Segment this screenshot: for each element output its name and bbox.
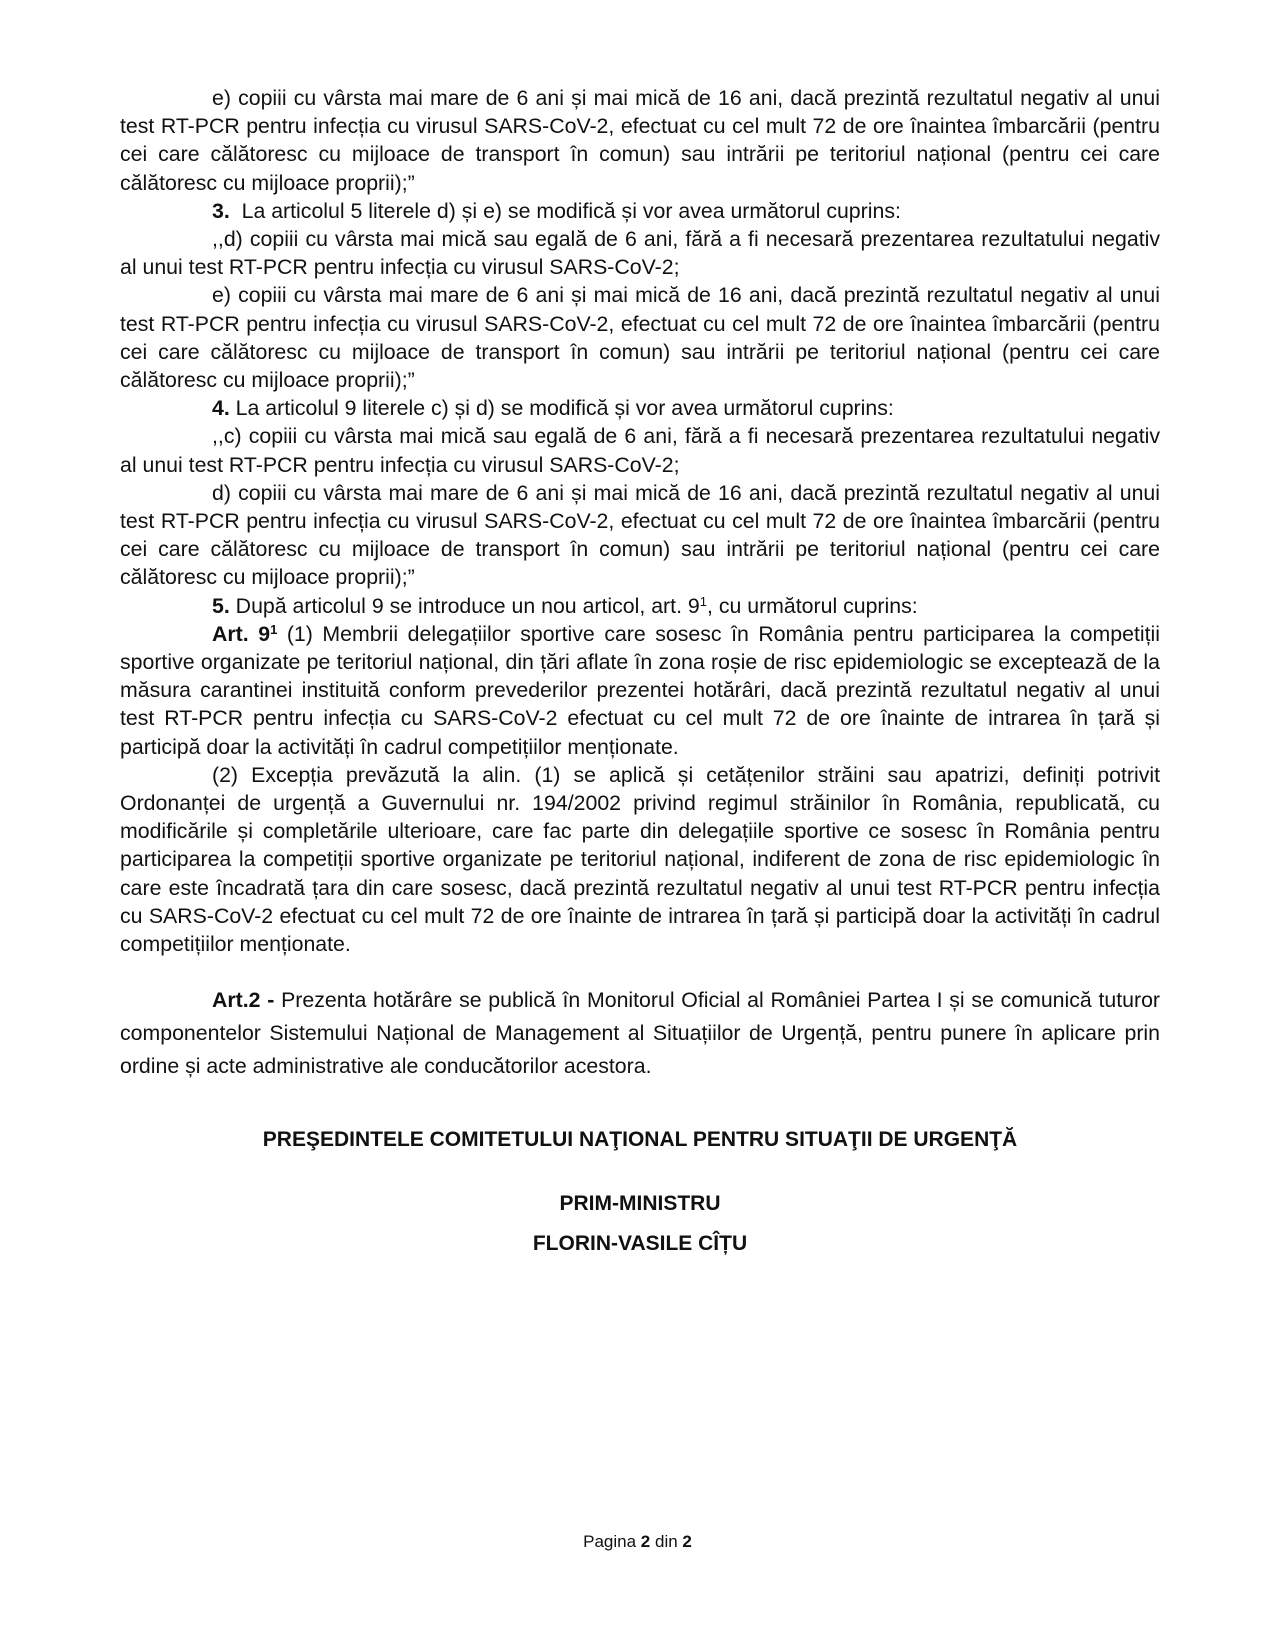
signatory-title: PREŞEDINTELE COMITETULUI NAŢIONAL PENTRU SITUAŢII DE URGENŢĂ: [262, 1128, 1018, 1151]
paragraph-article5-letter-e-end: [120, 84, 1160, 197]
paragraph-article-2: [120, 984, 1160, 1083]
signatory-name: FLORIN-VASILE CÎȚU: [532, 1232, 748, 1255]
superscript: 1: [699, 593, 707, 609]
paragraph-point-4: [120, 394, 1160, 422]
paragraph-text: ,,d) copiii cu vârsta mai mică sau egală de 6 ani, fără a fi necesară prezentarea rezultatului negativ al unui test RT-PCR pentru infecția cu virusul SARS-CoV-2;: [120, 227, 1160, 280]
paragraph-article5-letter-e: [120, 281, 1160, 394]
paragraph-text: (2) Excepția prevăzută la alin. (1) se aplică și cetățenilor străini sau apatrizi, definiți potrivit Ordonanței de urgență a Guvernului nr. 194/2002 privind regimul străinilor în România, republicată, cu modificările și completările ulterioare, care fac parte din delegațiile sportive ce sosesc în România pentru participarea la competiții sportive organizate pe teritoriul național, indiferent de zona de risc epidemiologic în care este încadrată țara din care sosesc, dacă prezintă rezultatul negativ al unui test RT-PCR pentru infecția cu SARS-CoV-2 efectuat cu cel mult 72 de ore înainte de intrarea în țară și participă doar la activități în cadrul competițiilor menționate.: [120, 762, 1160, 957]
paragraph-text: (1) Membrii delegațiilor sportive care sosesc în România pentru participarea la competiții sportive organizate pe teritoriul național, din țări aflate în zona roșie de risc epidemiologic se exceptează de la măsura carantinei instituită conform prevederilor prezentei hotărâri, dacă prezintă rezultatul negativ al unui test RT-PCR pentru infecția cu SARS-CoV-2 efectuat cu cel mult 72 de ore înainte de intrarea în țară și participă doar la activități în cadrul competițiilor menționate.: [120, 621, 1160, 759]
current-page-number: 2: [640, 1532, 651, 1551]
paragraph-article9-letter-d: [120, 479, 1160, 592]
footer-prefix: Pagina: [583, 1532, 641, 1551]
signatory-role: PRIM-MINISTRU: [559, 1192, 721, 1215]
paragraph-text: e) copiii cu vârsta mai mare de 6 ani și mai mică de 16 ani, dacă prezintă rezultatul negativ al unui test RT-PCR pentru infecția cu virusul SARS-CoV-2, efectuat cu cel mult 72 de ore înaintea îmbarcării (pentru cei care călătoresc cu mijloace de transport în comun) sau intrării pe teritoriul național (pentru cei care călătoresc cu mijloace proprii);”: [120, 86, 1160, 195]
paragraph-text: d) copiii cu vârsta mai mare de 6 ani și mai mică de 16 ani, dacă prezintă rezultatul negativ al unui test RT-PCR pentru infecția cu virusul SARS-CoV-2, efectuat cu cel mult 72 de ore înaintea îmbarcării (pentru cei care călătoresc cu mijloace de transport în comun) sau intrării pe teritoriul național (pentru cei care călătoresc cu mijloace proprii);”: [120, 480, 1160, 590]
paragraph-text: e) copiii cu vârsta mai mare de 6 ani și mai mică de 16 ani, dacă prezintă rezultatul negativ al unui test RT-PCR pentru infecția cu virusul SARS-CoV-2, efectuat cu cel mult 72 de ore înaintea îmbarcării (pentru cei care călătoresc cu mijloace de transport în comun) sau intrării pe teritoriul național (pentru cei care călătoresc cu mijloace proprii);”: [120, 283, 1160, 393]
article-label-superscript: 1: [270, 621, 278, 637]
footer-separator: din: [650, 1532, 683, 1551]
paragraph-article5-letter-d: [120, 225, 1160, 281]
paragraph-text: La articolul 5 literele d) și e) se modifică și vor avea următorul cuprins:: [229, 198, 901, 223]
point-number: 5.: [212, 593, 230, 618]
paragraph-point-5: [120, 592, 1160, 620]
paragraph-text: După articolul 9 se introduce un nou articol, art. 9: [229, 593, 700, 618]
page-footer: [0, 1532, 1275, 1552]
paragraph-article9-letter-c: [120, 422, 1160, 478]
point-number: 4.: [212, 396, 230, 421]
total-pages-number: 2: [682, 1532, 692, 1551]
paragraph-text-cont: , cu următorul cuprins:: [706, 593, 918, 618]
paragraph-article9-1-alin1: [120, 620, 1160, 761]
spacer: [120, 958, 1160, 984]
point-number: 3.: [212, 198, 230, 223]
paragraph-text: ,,c) copiii cu vârsta mai mică sau egală de 6 ani, fără a fi necesară prezentarea rezultatului negativ al unui test RT-PCR pentru infecția cu virusul SARS-CoV-2;: [120, 424, 1160, 477]
article-label: Art.2 -: [212, 988, 275, 1013]
article-label: Art. 9: [212, 621, 271, 646]
paragraph-point-3: [120, 197, 1160, 225]
paragraph-text: La articolul 9 literele c) și d) se modifică și vor avea următorul cuprins:: [229, 396, 894, 421]
paragraph-article9-1-alin2: [120, 761, 1160, 958]
paragraph-text: Prezenta hotărâre se publică în Monitorul Oficial al României Partea I și se comunică tuturor componentelor Sistemului Național de Management al Situațiilor de Urgență, pentru punere în aplicare prin ordine și acte administrative ale conducătorilor acestora.: [120, 988, 1161, 1079]
document-body: [120, 84, 1160, 1083]
